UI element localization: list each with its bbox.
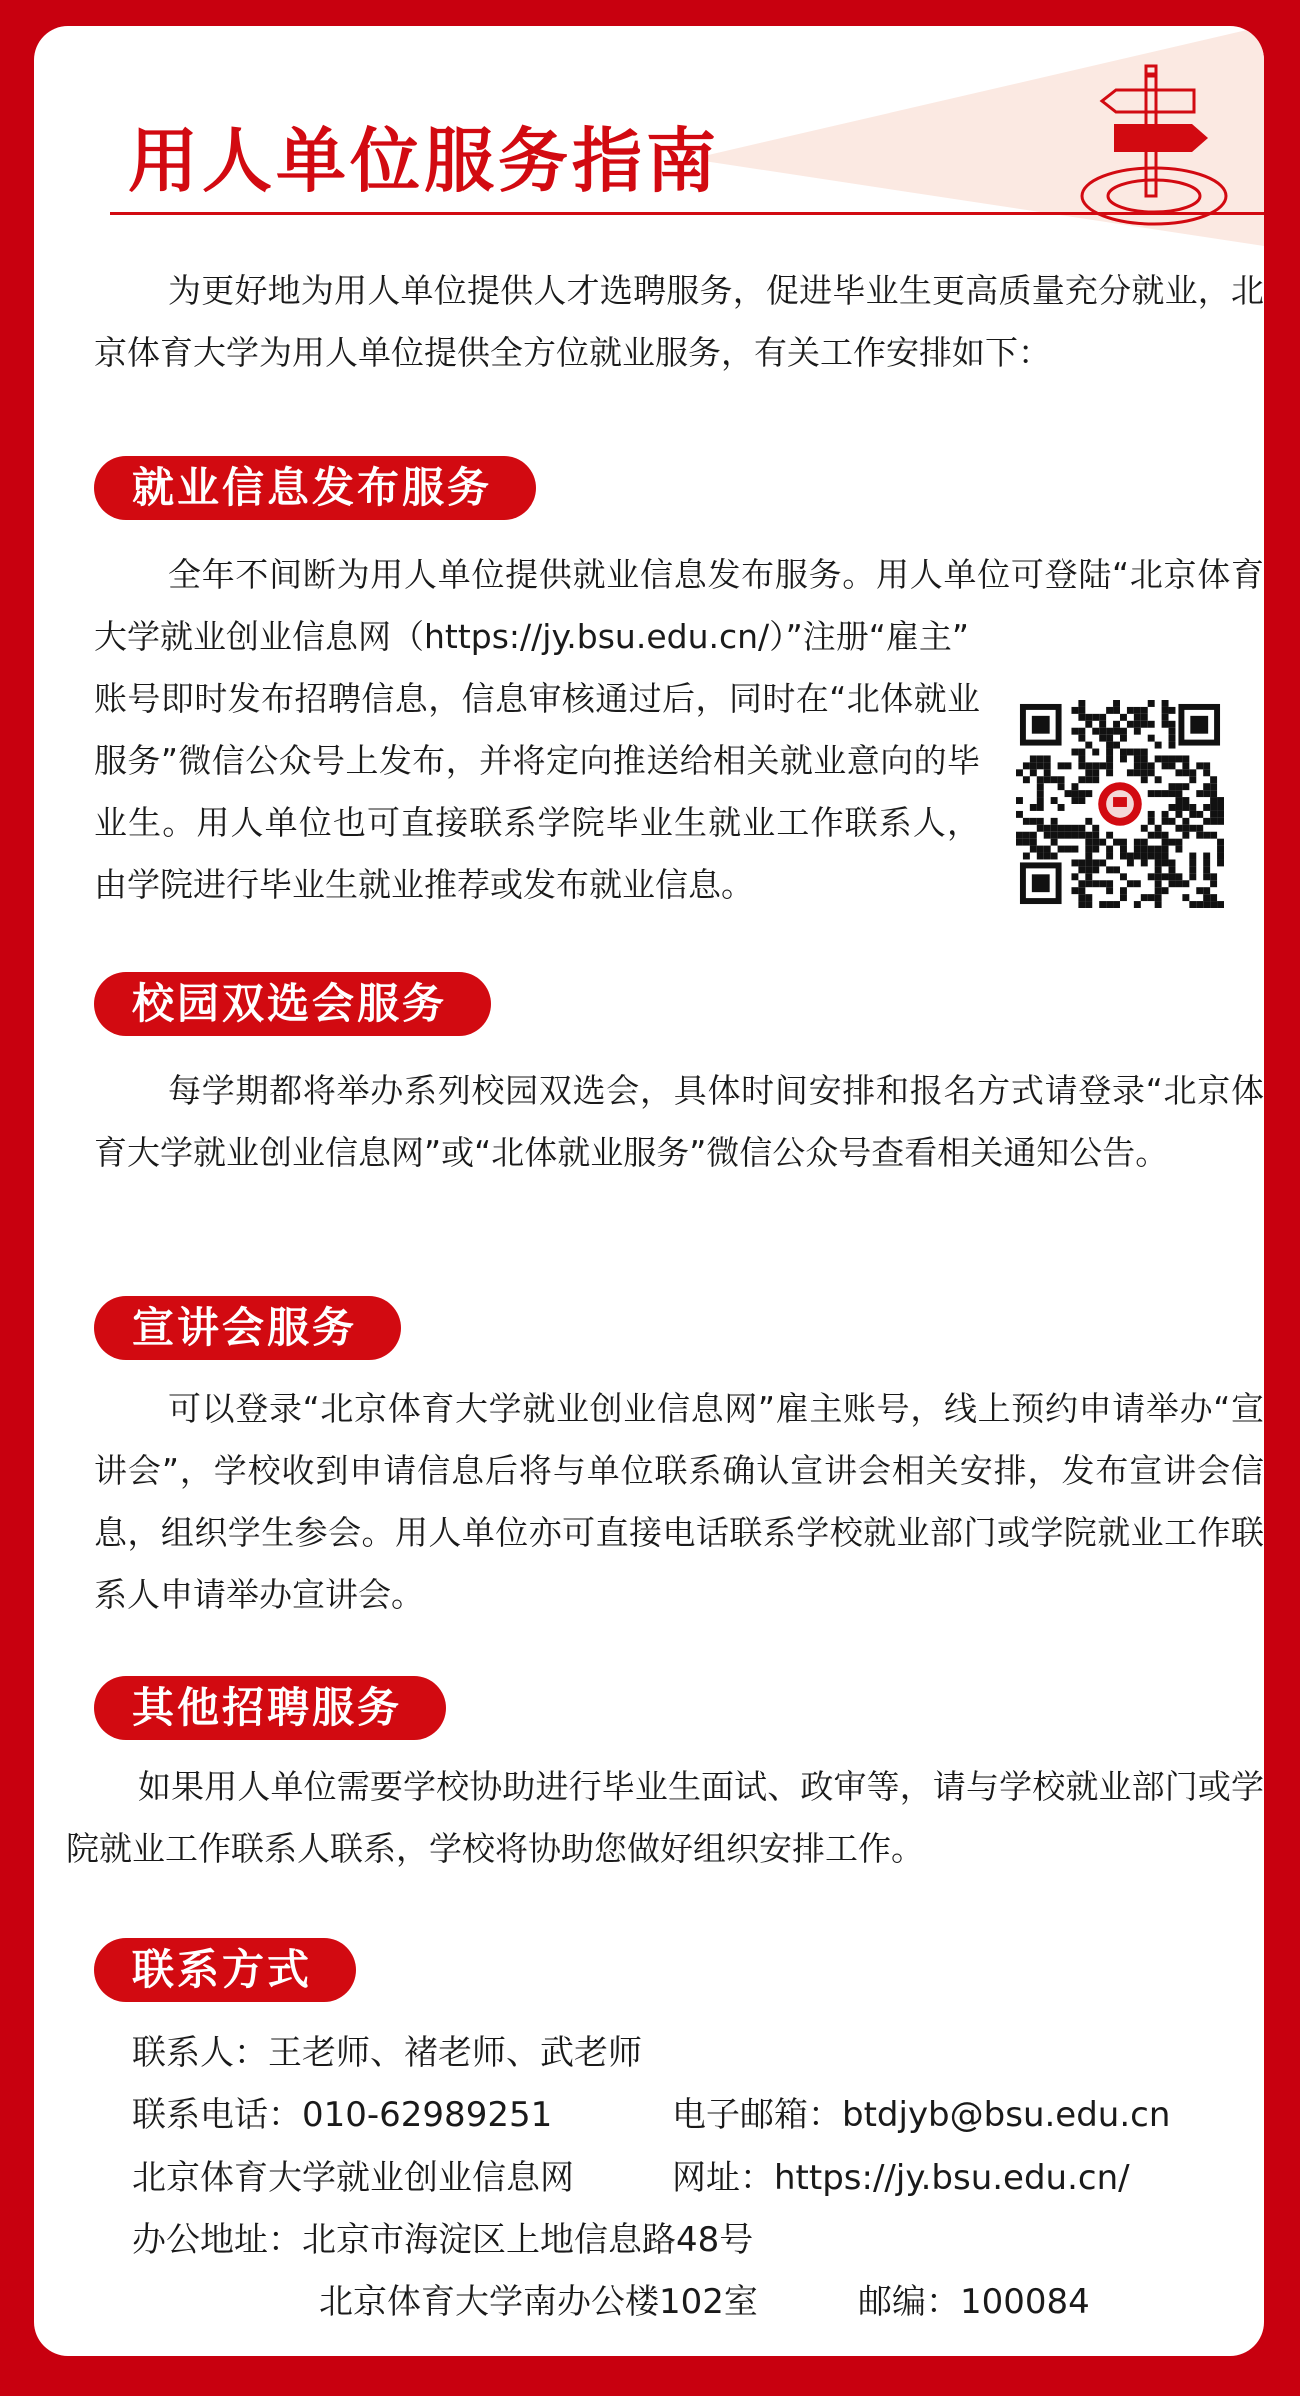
section-heading-other-recruiting: 其他招聘服务 bbox=[94, 1676, 446, 1740]
contact-people: 联系人：王老师、褚老师、武老师 bbox=[132, 2033, 642, 2073]
contact-postcode: 邮编：100084 bbox=[858, 2282, 1090, 2322]
page-title: 用人单位服务指南 bbox=[128, 120, 720, 202]
contact-site-url[interactable]: 网址：https://jy.bsu.edu.cn/ bbox=[672, 2158, 1130, 2198]
contact-email[interactable]: 电子邮箱：btdjyb@bsu.edu.cn bbox=[672, 2095, 1171, 2135]
contact-phone: 联系电话：010-62989251 bbox=[132, 2095, 553, 2135]
intro-paragraph: 为更好地为用人单位提供人才选聘服务，促进毕业生更高质量充分就业，北京体育大学为用人单位提供全方位就业服务，有关工作安排如下： bbox=[94, 271, 1264, 372]
guide-card bbox=[34, 26, 1264, 2356]
signpost-icon bbox=[1074, 44, 1234, 234]
section-heading-job-fair: 校园双选会服务 bbox=[94, 972, 491, 1036]
section-body-info-release: 全年不间断为用人单位提供就业信息发布服务。用人单位可登陆“北京体育大学就业创业信息网（https://jy.bsu.edu.cn/）”注册“雇主” bbox=[94, 555, 1264, 656]
title-divider bbox=[110, 212, 1264, 215]
contact-address: 办公地址：北京市海淀区上地信息路48号 bbox=[132, 2220, 754, 2260]
contact-address-building: 北京体育大学南办公楼102室 bbox=[319, 2282, 758, 2322]
qr-code-icon bbox=[1016, 700, 1224, 908]
section-heading-presentation: 宣讲会服务 bbox=[94, 1296, 401, 1360]
section-heading-contact: 联系方式 bbox=[94, 1938, 356, 2002]
section-body-presentation: 可以登录“北京体育大学就业创业信息网”雇主账号，线上预约申请举办“宣讲会”，学校收到申请信息后将与单位联系确认宣讲会相关安排，发布宣讲会信息，组织学生参会。用人单位亦可直接电话联系学校就业部门或学院就业工作联系人申请举办宣讲会。 bbox=[94, 1389, 1264, 1614]
section-body-other-recruiting: 如果用人单位需要学校协助进行毕业生面试、政审等，请与学校就业部门或学院就业工作联系人联系，学校将协助您做好组织安排工作。 bbox=[66, 1767, 1264, 1868]
section-body-job-fair: 每学期都将举办系列校园双选会，具体时间安排和报名方式请登录“北京体育大学就业创业信息网”或“北体就业服务”微信公众号查看相关通知公告。 bbox=[94, 1071, 1264, 1172]
section-heading-info-release: 就业信息发布服务 bbox=[94, 456, 536, 520]
section-body-info-release-cont: 账号即时发布招聘信息，信息审核通过后，同时在“北体就业服务”微信公众号上发布，并将定向推送给相关就业意向的毕业生。用人单位也可直接联系学院毕业生就业工作联系人，由学院进行毕业生就业推荐或发布就业信息。 bbox=[94, 679, 980, 904]
contact-site-name: 北京体育大学就业创业信息网 bbox=[132, 2158, 574, 2198]
